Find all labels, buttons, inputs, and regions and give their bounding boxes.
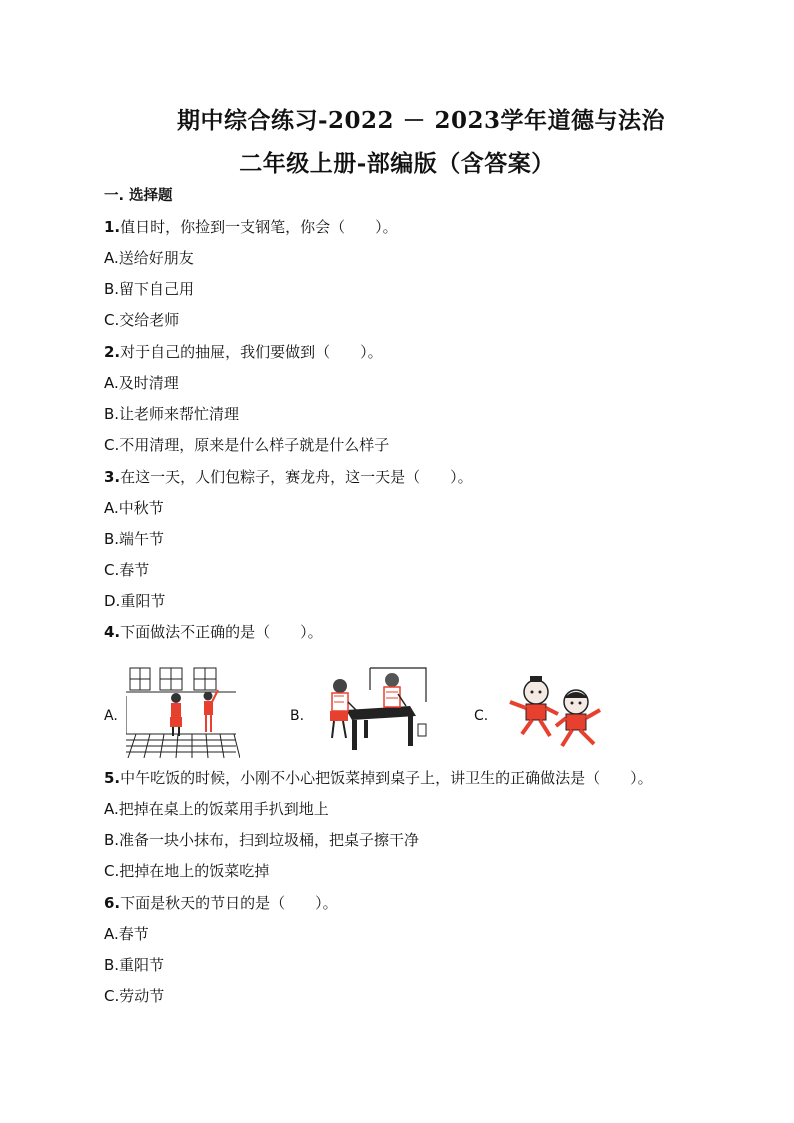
q6-option-b: B.重阳节: [104, 956, 165, 974]
question-number: 2.: [104, 343, 121, 361]
question-4: [104, 621, 323, 642]
title-line-2: 二年级上册-部编版（含答案）: [239, 150, 555, 177]
question-text: 下面做法不正确的是（ ）。: [120, 623, 323, 641]
q3-option-c: C.春节: [104, 561, 150, 579]
q1-option-b: B.留下自己用: [104, 280, 195, 298]
q2-option-c: C.不用清理，原来是什么样子就是什么样子: [104, 436, 390, 454]
q3-option-a: A.中秋节: [104, 499, 164, 517]
q6-option-c: C.劳动节: [104, 987, 165, 1005]
q2-option-a: A.及时清理: [104, 374, 179, 392]
q4-figure-c-label: C.: [474, 708, 489, 724]
q1-option-a: A.送给好朋友: [104, 249, 194, 267]
section-heading: 一. 选择题: [104, 188, 173, 204]
q5-option-c: C.把掉在地上的饭菜吃掉: [104, 862, 270, 880]
question-text: 下面是秋天的节日的是（ ）。: [120, 894, 338, 912]
question-number: 6.: [104, 894, 121, 912]
question-6: [104, 892, 338, 913]
q4-figure-a-label: A.: [104, 708, 118, 724]
q5-option-a: A.把掉在桌上的饭菜用手扒到地上: [104, 800, 329, 818]
kids-chasing-illustration: [496, 662, 612, 758]
q5-option-b: B.准备一块小抹布，扫到垃圾桶，把桌子擦干净: [104, 831, 420, 849]
question-text: 值日时，你捡到一支钢笔，你会（ ）。: [120, 218, 398, 236]
question-number: 4.: [104, 623, 121, 641]
q6-option-a: A.春节: [104, 925, 149, 943]
q3-option-d: D.重阳节: [104, 592, 166, 610]
question-number: 1.: [104, 218, 121, 236]
question-number: 3.: [104, 468, 121, 486]
question-text: 中午吃饭的时候，小刚不小心把饭菜掉到桌子上，讲卫生的正确做法是（ ）。: [120, 769, 653, 787]
question-text: 在这一天，人们包粽子，赛龙舟，这一天是（ ）。: [120, 468, 473, 486]
question-number: 5.: [104, 769, 121, 787]
q3-option-b: B.端午节: [104, 530, 165, 548]
q4-figure-b-label: B.: [290, 708, 305, 724]
desk-cleaning-illustration: [310, 662, 430, 758]
q2-option-b: B.让老师来帮忙清理: [104, 405, 240, 423]
window-cleaning-illustration: [126, 662, 240, 758]
question-2: [104, 341, 383, 362]
title-line-1: 期中综合练习-2022 － 2023学年道德与法治: [176, 107, 666, 134]
question-text: 对于自己的抽屉，我们要做到（ ）。: [120, 343, 383, 361]
question-3: [104, 466, 473, 487]
q4-figure-row: [104, 662, 624, 762]
q1-option-c: C.交给老师: [104, 311, 180, 329]
question-5: [104, 767, 653, 788]
question-1: [104, 216, 398, 237]
